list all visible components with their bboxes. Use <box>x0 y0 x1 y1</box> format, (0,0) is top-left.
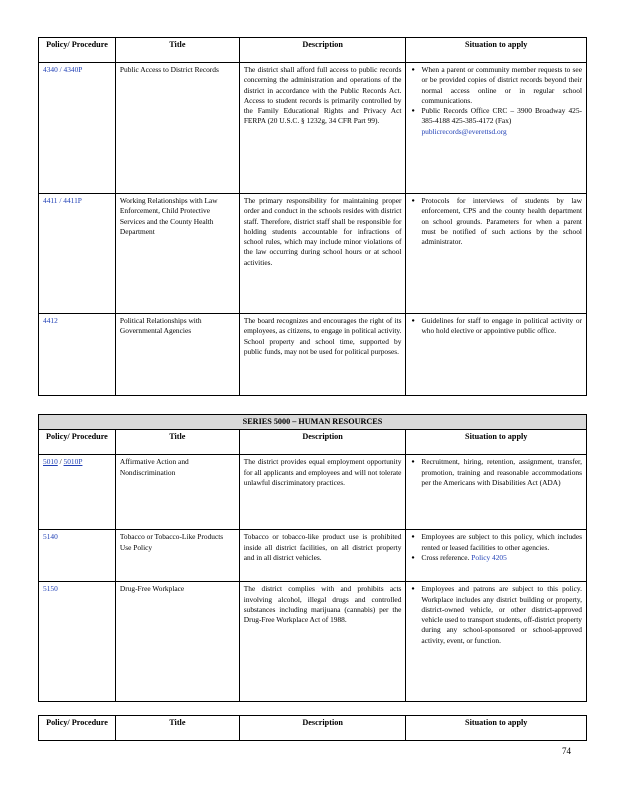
policy-table-hr <box>38 414 587 702</box>
table-header-row <box>39 38 587 63</box>
policy-table-top <box>38 37 587 396</box>
header-situation: Situation to apply <box>406 430 587 455</box>
row-description: The district shall afford full access to public records concerning the administration and operations of the district in accordance with the Public Records Act. Access to student records is primarily controlled by the Family Educational Rights and Privacy Act FERPA (20 U.S.C. § 1232g, 34 CFR Part 99). <box>239 63 406 194</box>
row-description: The district complies with and prohibits acts involving alcohol, illegal drugs and controlled substances including marijuana (cannabis) per the Drug-Free Workplace Act of 1988. <box>239 582 406 702</box>
row-description: The primary responsibility for maintaining proper order and conduct in the schools resides with district staff. Therefore, district staff shall be responsible for holding students accountable for infractions of school rules, which may include minor violations of the law occurring during school hours or at school activities. <box>239 194 406 314</box>
table-row <box>39 582 587 702</box>
row-situation <box>406 530 587 582</box>
row-title: Tobacco or Tobacco-Like Products Use Policy <box>115 530 239 582</box>
header-title: Title <box>115 38 239 63</box>
header-title: Title <box>115 716 239 741</box>
policy-link-4340[interactable]: 4340 / 4340P <box>39 63 116 194</box>
row-title: Political Relationships with Governmental Agencies <box>115 314 239 396</box>
policy-link-5140[interactable]: 5140 <box>39 530 116 582</box>
situation-item: ● Protocols for interviews of students by law enforcement, CPS and the county health department on school grounds. Parameters for when a parent must be notified of such actions by the school administrator. <box>421 196 582 247</box>
table-row <box>39 314 587 396</box>
policy-link-4411[interactable]: 4411 / 4411P <box>39 194 116 314</box>
header-title: Title <box>115 430 239 455</box>
row-description: The board recognizes and encourages the right of its employees, as citizens, to engage in political activity. School property and school time, supported by public funds, may not be used for political purposes. <box>239 314 406 396</box>
header-policy: Policy/ Procedure <box>39 430 116 455</box>
row-title: Drug-Free Workplace <box>115 582 239 702</box>
row-description: The district provides equal employment opportunity for all applicants and employees and will not tolerate unlawful discriminatory practices. <box>239 455 406 530</box>
row-title: Working Relationships with Law Enforcement, Child Protective Services and the County Health Department <box>115 194 239 314</box>
row-situation <box>406 63 587 194</box>
policy-link-4412[interactable]: 4412 <box>39 314 116 396</box>
table-row <box>39 530 587 582</box>
cross-ref-link[interactable]: Policy 4205 <box>471 552 507 562</box>
row-situation <box>406 455 587 530</box>
situation-item <box>421 106 582 137</box>
situation-item: ● Recruitment, hiring, retention, assignment, transfer, promotion, training and reasonable accommodations per the Americans with Disabilities Act (ADA) <box>421 457 582 488</box>
header-description: Description <box>239 38 406 63</box>
situation-item <box>421 553 582 563</box>
header-situation: Situation to apply <box>406 716 587 741</box>
header-policy: Policy/ Procedure <box>39 716 116 741</box>
table-header-row <box>39 430 587 455</box>
header-description: Description <box>239 430 406 455</box>
header-description: Description <box>239 716 406 741</box>
email-link[interactable]: publicrecords@everettsd.org <box>421 126 507 136</box>
table-row <box>39 63 587 194</box>
policy-link-5150[interactable]: 5150 <box>39 582 116 702</box>
header-policy: Policy/ Procedure <box>39 38 116 63</box>
contact-text: Public Records Office CRC – 3900 Broadway 425-385-4188 425-385-4172 (Fax) <box>421 106 582 126</box>
page-number: 74 <box>562 746 571 756</box>
policy-cell: 5010 / 5010P <box>39 455 116 530</box>
row-title: Affirmative Action and Nondiscrimination <box>115 455 239 530</box>
situation-item: ● Employees and patrons are subject to this policy. Workplace includes any district building or property, district-owned vehicle, or other district-approved vehicle used to transport students, off-district property during any school-sponsored or school-approved activity, event, or function. <box>421 584 582 646</box>
row-title: Public Access to District Records <box>115 63 239 194</box>
table-row <box>39 194 587 314</box>
header-situation: Situation to apply <box>406 38 587 63</box>
row-situation <box>406 582 587 702</box>
series-row <box>39 415 587 430</box>
table-row <box>39 455 587 530</box>
situation-item: ● Guidelines for staff to engage in political activity or who hold elective or appointive public office. <box>421 316 582 337</box>
row-description: Tobacco or tobacco-like product use is prohibited inside all district facilities, on all district property and in all district vehicles. <box>239 530 406 582</box>
row-situation <box>406 194 587 314</box>
policy-link-5010[interactable]: 5010 <box>43 457 58 467</box>
policy-table-bottom <box>38 715 587 741</box>
cross-ref-label: Cross reference. <box>421 552 470 562</box>
situation-item: ● When a parent or community member requests to see or be provided copies of district records beyond their normal access online or in regular school communications. <box>421 65 582 106</box>
series-title: SERIES 5000 – HUMAN RESOURCES <box>39 415 587 430</box>
table-header-row <box>39 716 587 741</box>
situation-item: ● Employees are subject to this policy, which includes rented or leased facilities to other agencies. <box>421 532 582 553</box>
policy-link-5010p[interactable]: 5010P <box>63 457 83 467</box>
row-situation <box>406 314 587 396</box>
